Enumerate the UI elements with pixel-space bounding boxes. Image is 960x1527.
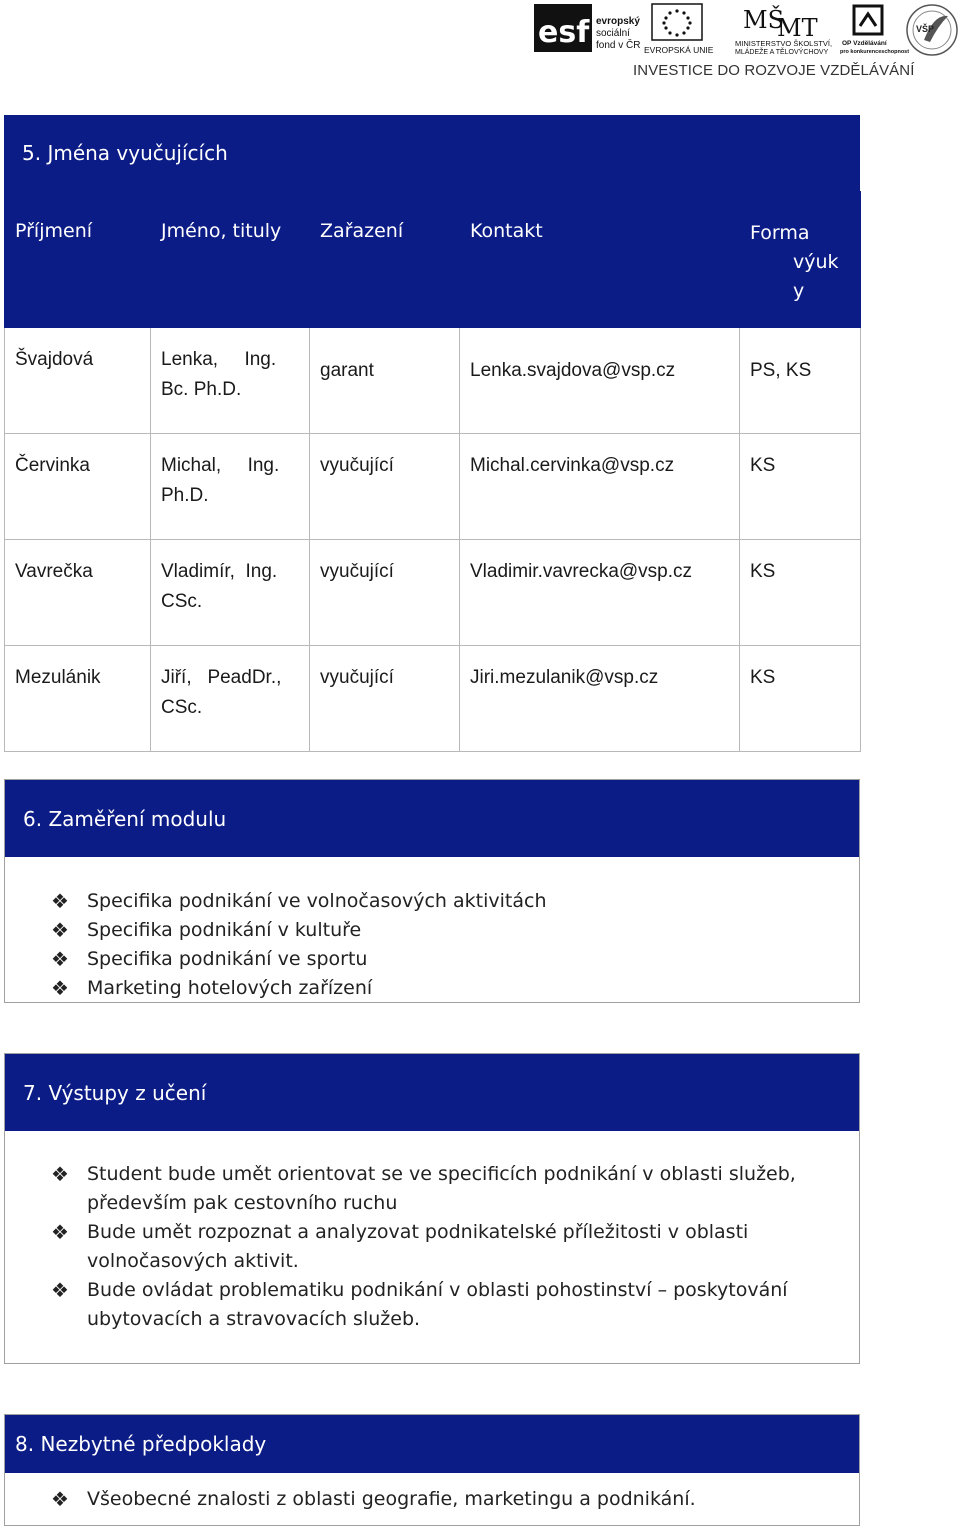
svg-text:pro konkurenceschopnost: pro konkurenceschopnost — [840, 49, 910, 55]
header-logos — [530, 0, 960, 92]
esf-logo — [532, 2, 642, 54]
svg-text:MLÁDEŽE A TĚLOVÝCHOVY: MLÁDEŽE A TĚLOVÝCHOVY — [735, 49, 829, 56]
section-prerequisites-title: 8. Nezbytné předpoklady — [5, 1415, 859, 1473]
table-row — [5, 540, 861, 646]
surname-cell: Červinka — [15, 455, 90, 476]
contact-cell: Lenka.svajdova@vsp.cz — [470, 360, 676, 381]
section-prerequisites — [4, 1414, 860, 1526]
table-row — [5, 434, 861, 540]
section-instructors-title: 5. Jména vyučujících — [4, 115, 860, 191]
section-module-focus — [4, 779, 860, 1003]
list-item: ❖ Bude umět rozpoznat a analyzovat podnikatelské příležitosti v oblasti volnočasových aktivit. — [51, 1220, 749, 1272]
name-cell: Lenka, Ing. Bc. Ph.D. — [161, 349, 277, 400]
column-header: Kontakt — [460, 192, 740, 328]
prerequisites-list — [5, 1473, 859, 1514]
eu-flag-logo — [644, 2, 714, 56]
surname-cell: Mezulánik — [15, 667, 101, 688]
section-module-focus-title: 6. Zaměření modulu — [5, 780, 859, 857]
svg-text:EVROPSKÁ UNIE: EVROPSKÁ UNIE — [644, 45, 714, 55]
table-row — [5, 646, 861, 752]
svg-text:MT: MT — [777, 14, 818, 42]
surname-cell: Švajdová — [15, 349, 94, 370]
column-header: Zařazení — [310, 192, 460, 328]
svg-text:MŠ: MŠ — [743, 6, 785, 34]
forma-line: y — [793, 280, 805, 302]
diamond-bullet-icon: ❖ — [51, 976, 69, 1000]
surname-cell: Vavrečka — [15, 561, 93, 582]
diamond-bullet-icon: ❖ — [51, 918, 69, 942]
column-header: Jméno, tituly — [151, 192, 310, 328]
role-cell: vyučující — [320, 667, 394, 688]
list-item: ❖ Bude ovládat problematiku podnikání v oblasti pohostinství – poskytování ubytovacích a stravovacích služeb. — [51, 1278, 788, 1330]
vsp-logo — [904, 2, 960, 58]
column-header: Příjmení — [5, 192, 151, 328]
name-cell: Michal, Ing. Ph.D. — [161, 455, 280, 506]
op-vk-logo — [840, 2, 910, 56]
section-learning-outcomes — [4, 1053, 860, 1364]
role-cell: vyučující — [320, 455, 394, 476]
contact-cell: Vladimir.vavrecka@vsp.cz — [470, 561, 693, 582]
tagline: INVESTICE DO ROZVOJE VZDĚLÁVÁNÍ — [633, 62, 915, 79]
diamond-bullet-icon: ❖ — [51, 1220, 69, 1244]
section-learning-outcomes-title: 7. Výstupy z učení — [5, 1054, 859, 1131]
svg-text:OP Vzdělávání: OP Vzdělávání — [842, 40, 887, 47]
table-header-row — [5, 192, 861, 328]
svg-text:MINISTERSTVO ŠKOLSTVÍ,: MINISTERSTVO ŠKOLSTVÍ, — [735, 39, 833, 48]
msmt-logo — [735, 2, 835, 56]
form-cell: KS — [750, 455, 776, 476]
module-focus-list — [5, 857, 859, 1003]
diamond-bullet-icon: ❖ — [51, 1278, 69, 1302]
svg-text:evropský: evropský — [596, 16, 640, 27]
forma-line: Forma — [750, 222, 810, 244]
list-item: ❖ Specifika podnikání ve volnočasových aktivitách — [51, 889, 547, 913]
form-cell: KS — [750, 561, 776, 582]
role-cell: garant — [320, 360, 374, 381]
table-row — [5, 328, 861, 434]
svg-text:VŠP: VŠP — [916, 24, 935, 34]
name-cell: Jiří, PeadDr., CSc. — [161, 667, 282, 718]
svg-text:fond v ČR: fond v ČR — [596, 40, 641, 51]
column-header — [740, 192, 861, 328]
diamond-bullet-icon: ❖ — [51, 947, 69, 971]
section-instructors — [4, 115, 860, 752]
list-item: ❖ Specifika podnikání ve sportu — [51, 947, 368, 971]
role-cell: vyučující — [320, 561, 394, 582]
instructors-table — [4, 191, 861, 752]
contact-cell: Michal.cervinka@vsp.cz — [470, 455, 675, 476]
contact-cell: Jiri.mezulanik@vsp.cz — [470, 667, 659, 688]
svg-text:sociální: sociální — [596, 28, 630, 39]
learning-outcomes-list — [5, 1131, 859, 1334]
list-item: ❖ Specifika podnikání v kultuře — [51, 918, 362, 942]
list-item: ❖ Student bude umět orientovat se ve specificích podnikání v oblasti služeb, především pak cestovního ruchu — [51, 1162, 796, 1214]
form-cell: KS — [750, 667, 776, 688]
diamond-bullet-icon: ❖ — [51, 1487, 69, 1511]
diamond-bullet-icon: ❖ — [51, 889, 69, 913]
form-cell: PS, KS — [750, 360, 812, 381]
name-cell: Vladimír, Ing. CSc. — [161, 561, 278, 612]
list-item: ❖ Marketing hotelových zařízení — [51, 976, 373, 1000]
svg-text:esf: esf — [538, 15, 590, 50]
diamond-bullet-icon: ❖ — [51, 1162, 69, 1186]
forma-line: výuk — [793, 251, 839, 273]
list-item: ❖ Všeobecné znalosti z oblasti geografie, marketingu a podnikání. — [51, 1487, 696, 1511]
